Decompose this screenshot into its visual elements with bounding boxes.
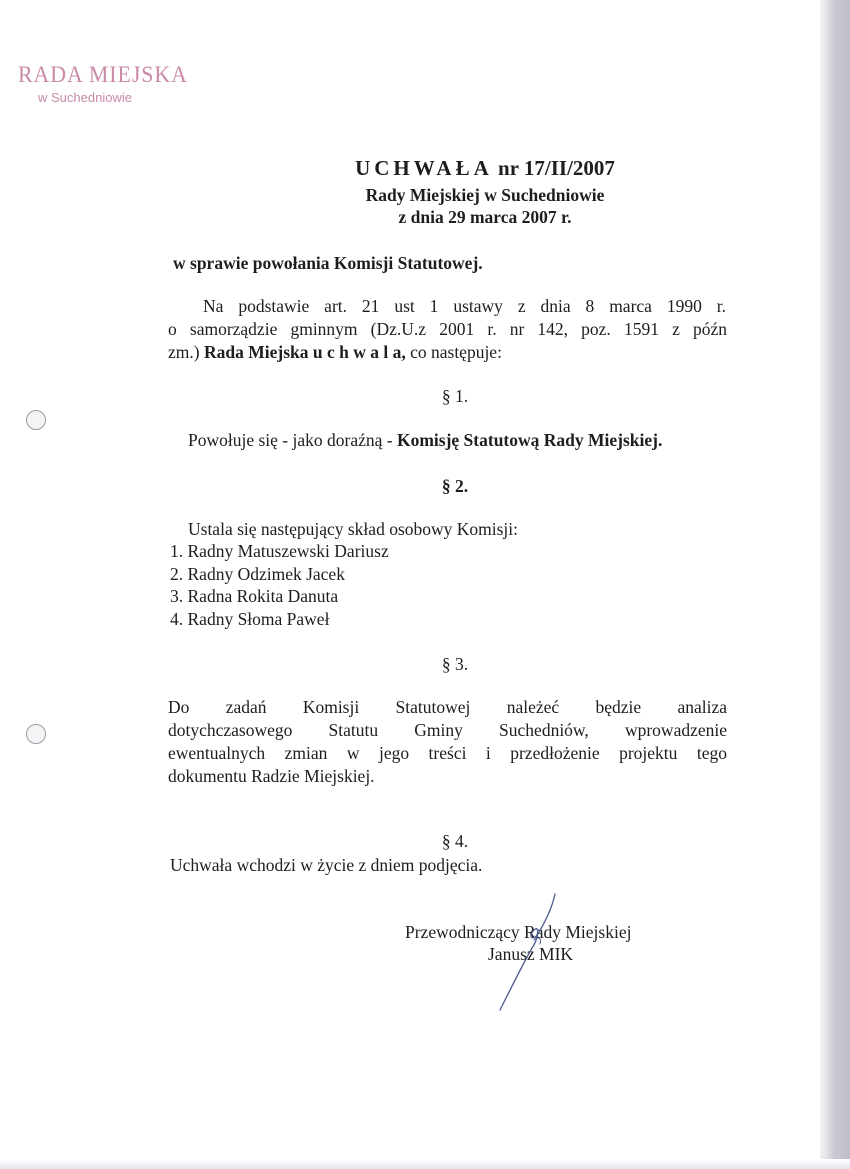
title-number: nr 17/II/2007 [498,156,615,180]
section-1-text [188,430,662,451]
section-1-commission: Komisję Statutową Rady Miejskiej. [396,430,663,450]
member-item: 3. Radna Rokita Danuta [170,586,339,606]
section-4-text: Uchwała wchodzi w życie z dniem podjęcia. [170,855,483,875]
signature-name: Janusz MIK [488,944,574,964]
section-3-line-3: ewentualnych zmian w jego treści i przedłożenie projektu tego [168,743,727,763]
punch-hole-top [26,410,46,430]
member-item: 1. Radny Matuszewski Dariusz [170,541,389,561]
council-stamp [18,62,197,105]
title-prefix: UCHWAŁA [355,156,493,180]
section-3-heading: § 3. [441,654,469,674]
scan-edge [820,0,850,1169]
subject-line: w sprawie powołania Komisji Statutowej. [173,253,483,273]
preamble-enactment: Rada Miejska u c h w a l a, [203,342,406,362]
stamp-line-2: w Suchedniowie [38,90,132,105]
section-3-line-1: Do zadań Komisji Statutowej należeć będzie analiza [168,697,727,717]
section-2-intro: Ustala się następujący skład osobowy Komisji: [188,519,519,539]
preamble-line-3 [168,342,502,363]
preamble-line-1: Na podstawie art. 21 ust 1 ustawy z dnia 8 marca 1990 r. [203,296,726,316]
scan-bottom-edge [0,1159,850,1169]
header-council: Rady Miejskiej w Suchedniowie [365,185,605,205]
handwritten-signature [494,890,564,1015]
section-3-line-4: dokumentu Radzie Miejskiej. [168,766,375,786]
punch-hole-bottom [26,724,46,744]
resolution-title [300,156,670,181]
preamble-line-3-end: co następuje: [410,342,502,362]
preamble-line-2: o samorządzie gminnym (Dz.U.z 2001 r. nr 142, poz. 1591 z późn [168,319,727,339]
member-item: 4. Radny Słoma Paweł [170,609,330,629]
section-3-line-2: dotychczasowego Statutu Gminy Suchedniów, wprowadzenie [168,720,727,740]
section-4-heading: § 4. [441,831,469,851]
header-date: z dnia 29 marca 2007 r. [398,207,572,227]
stamp-line-1: RADA MIEJSKA [18,62,188,87]
section-1-heading: § 1. [441,386,469,406]
section-2-heading: § 2. [441,476,469,496]
preamble-line-3-start: zm.) [168,342,200,362]
section-1-text-start: Powołuje się - jako doraźną - [188,430,393,450]
signature-role: Przewodniczący Rady Miejskiej [405,922,632,942]
member-item: 2. Radny Odzimek Jacek [170,564,345,584]
